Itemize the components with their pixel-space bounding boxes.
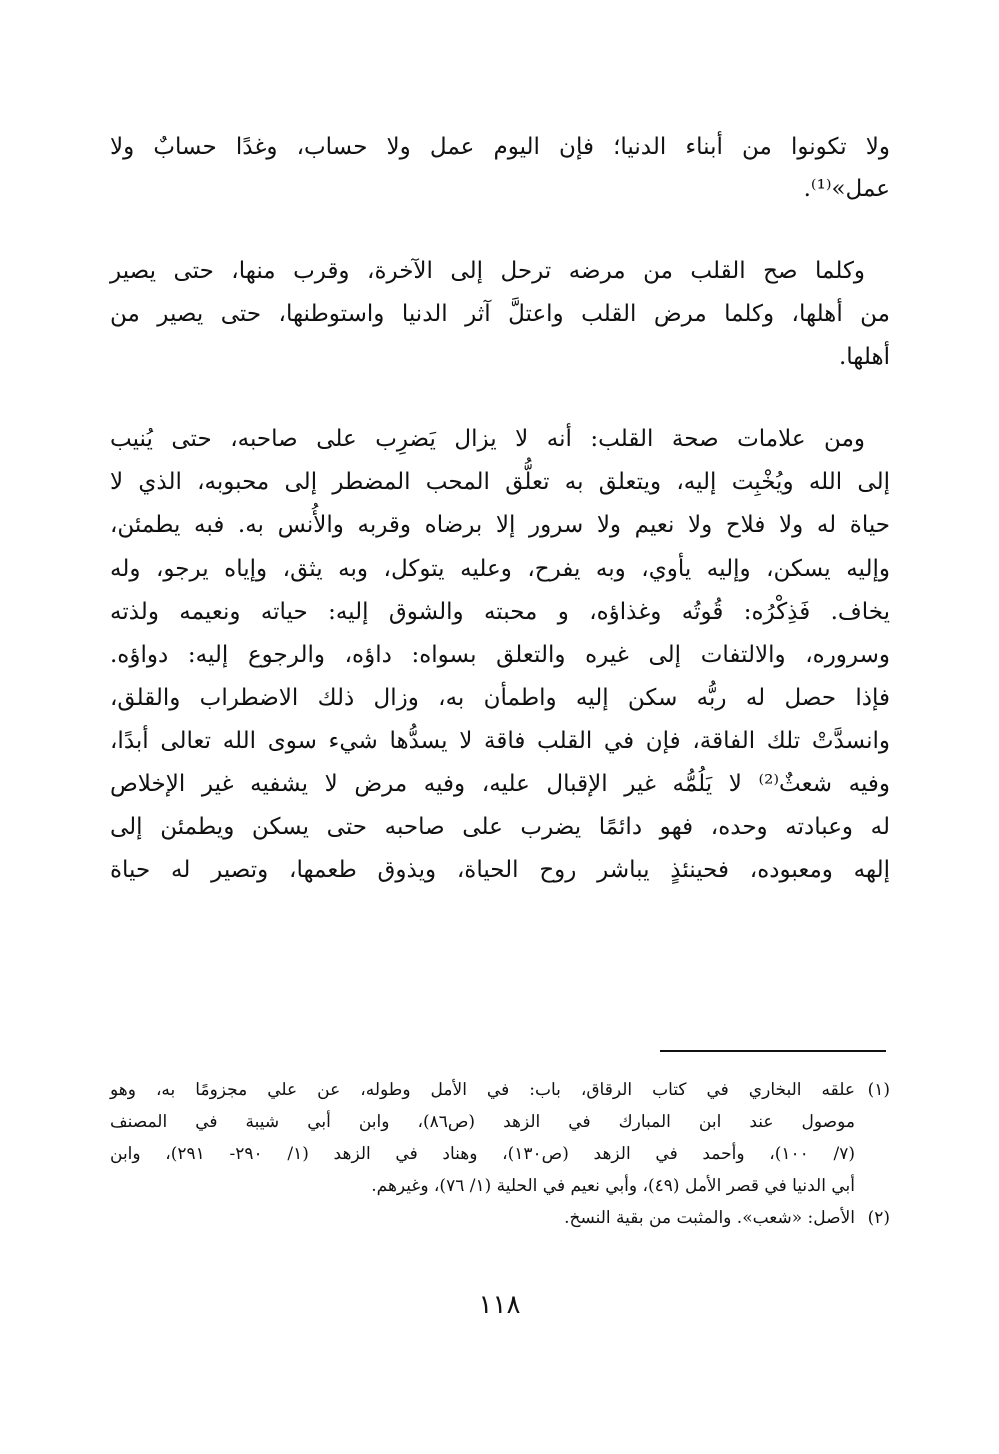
footnote-marker: (٢) [867,1208,890,1228]
footnote-line: (٧/ ١٠٠)، وأحمد في الزهد (ص١٣٠)، وهناد في الزهد (١/ ٢٩٠- ٢٩١)، وابن [110,1144,855,1164]
footnote-marker: (١) [867,1080,890,1100]
body-line: وفيه شعثٌ⁽²⁾ لا يَلُمُّه غير الإقبال عليه، وفيه مرض لا يشفيه غير الإخلاص [110,771,890,797]
body-line: وانسدَّتْ تلك الفاقة، فإن في القلب فاقة لا يسدُّها شيء سوى الله تعالى أبدًا، [110,728,890,754]
footnote-line: الأصل: «شعب». والمثبت من بقية النسخ. [564,1208,855,1228]
body-line: فإذا حصل له ربُّه سكن إليه واطمأن به، وزال ذلك الاضطراب والقلق، [110,685,890,711]
page-number: ١١٨ [478,1290,521,1320]
body-line: من أهلها، وكلما مرض القلب واعتلَّ آثر الدنيا واستوطنها، حتى يصير من [110,301,890,327]
body-line: ولا تكونوا من أبناء الدنيا؛ فإن اليوم عمل ولا حساب، وغدًا حسابٌ ولا [110,134,890,160]
body-line: إلهه ومعبوده، فحينئذٍ يباشر روح الحياة، ويذوق طعمها، وتصير له حياة [110,857,890,883]
footnote-line: موصول عند ابن المبارك في الزهد (ص٨٦)، وابن أبي شيبة في المصنف [110,1112,856,1132]
body-line: ومن علامات صحة القلب: أنه لا يزال يَضرِب على صاحبه، حتى يُنيب [110,426,865,452]
footnote-separator [660,1050,886,1052]
body-line: له وعبادته وحده، فهو دائمًا يضرب على صاحبه حتى يسكن ويطمئن إلى [110,814,890,840]
body-line: أهلها. [838,344,890,370]
body-line: وإليه يسكن، وإليه يأوي، وبه يفرح، وعليه يتوكل، وبه يثق، وإياه يرجو، وله [110,556,890,582]
body-line: يخاف. فَذِكْرُه: قُوتُه وغذاؤه، و محبته والشوق إليه: حياته ونعيمه ولذته [110,599,890,625]
body-line: حياة له ولا فلاح ولا نعيم ولا سرور إلا برضاه وقربه والأُنس به. فبه يطمئن، [110,512,890,538]
footnote-line: أبي الدنيا في قصر الأمل (٤٩)، وأبي نعيم في الحلية (١/ ٧٦)، وغيرهم. [371,1176,855,1196]
body-line: إلى الله ويُخْبِت إليه، ويتعلق به تعلُّق المحب المضطر إلى محبوبه، الذي لا [110,469,890,495]
footnote-line: علقه البخاري في كتاب الرقاق، باب: في الأمل وطوله، عن علي مجزومًا به، وهو [110,1080,855,1100]
body-line: عمل»⁽¹⁾. [803,176,890,202]
body-line: وكلما صح القلب من مرضه ترحل إلى الآخرة، وقرب منها، حتى يصير [110,258,865,284]
body-line: وسروره، والالتفات إلى غيره والتعلق بسواه: داؤه، والرجوع إليه: دواؤه. [110,642,890,668]
